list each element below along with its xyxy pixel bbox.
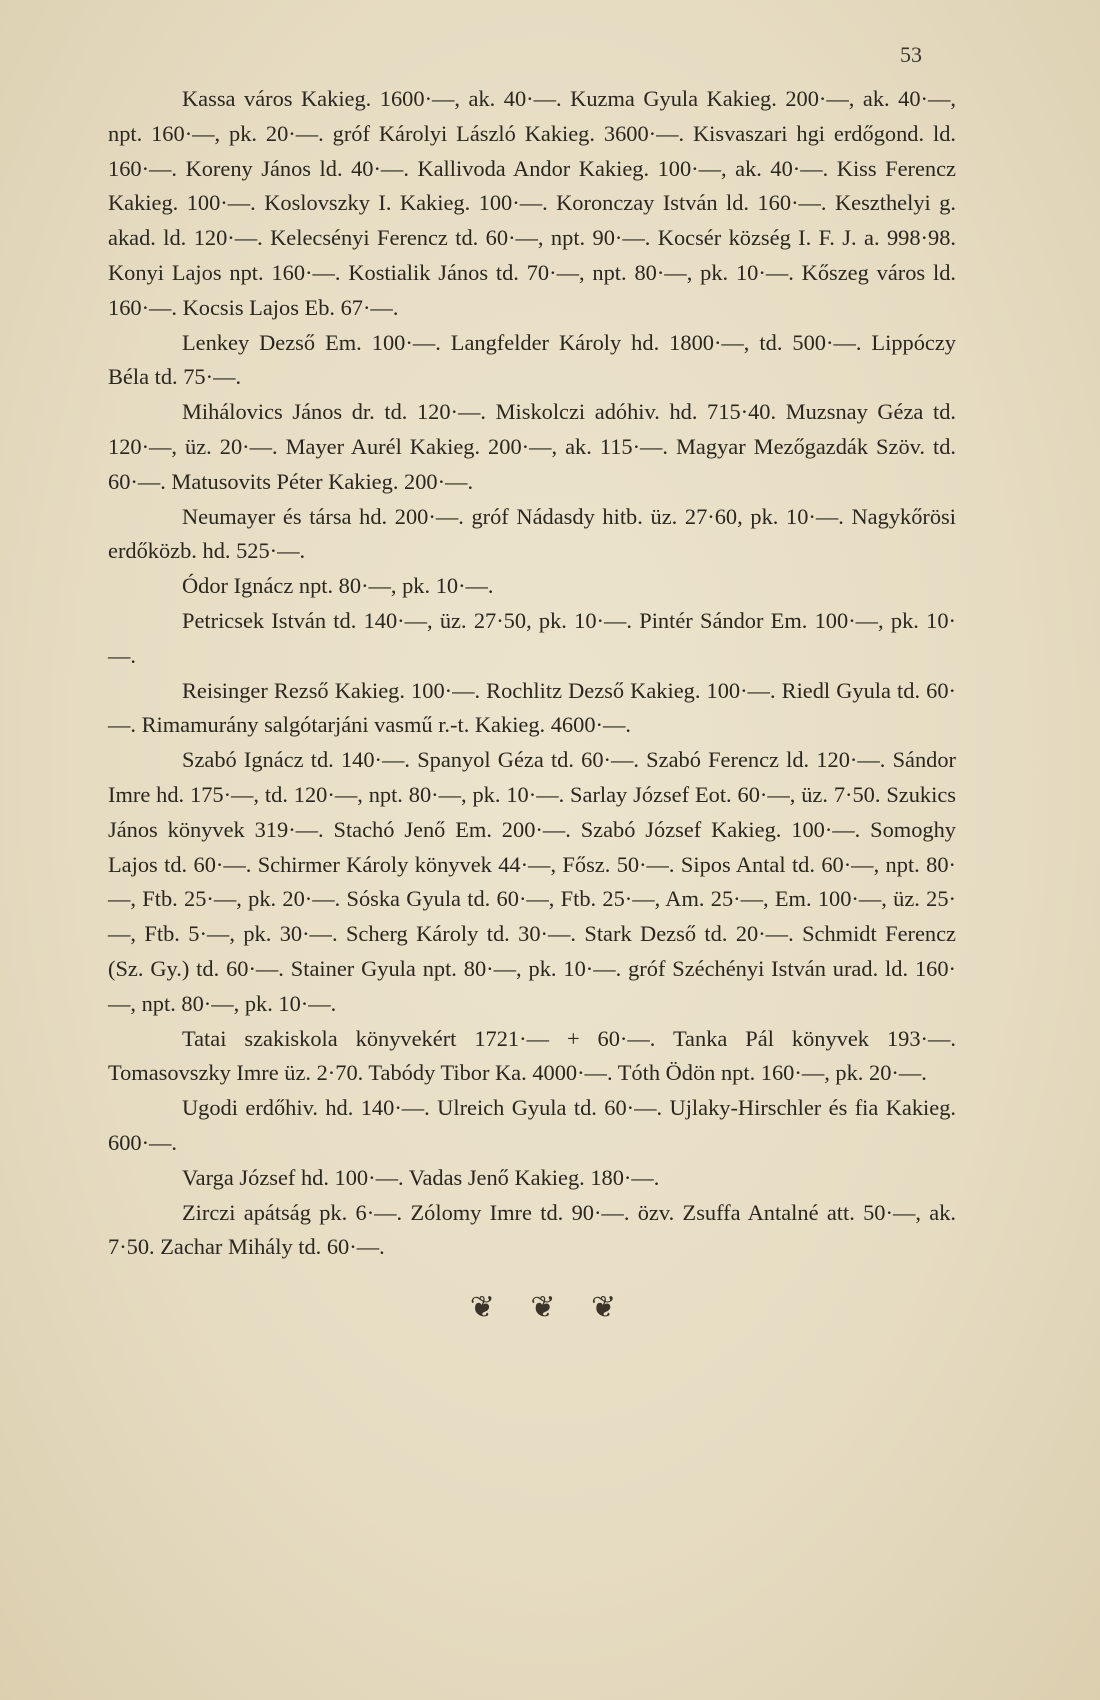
paragraph-o: Ódor Ignácz npt. 80·—, pk. 10·—.: [182, 573, 494, 599]
paragraph-n: Neumayer és társa hd. 200·—. gróf Nádasdy hitb. üz. 27·60, pk. 10·—. Nagykőrösi erdőközb. hd. 525·—.: [108, 503, 956, 564]
paragraph-v: Varga József hd. 100·—. Vadas Jenő Kakieg. 180·—.: [182, 1164, 660, 1190]
paragraph-m: Mihálovics János dr. td. 120·—. Miskolczi adóhiv. hd. 715·40. Muzsnay Géza td. 120·—, üz. 20·—. Mayer Aurél Kakieg. 200·—, ak. 115·—. Magyar Mezőgazdák Szöv. td. 60·—. Matusovits Péter Kakieg. 200·—.: [108, 399, 956, 494]
paragraph-l: Lenkey Dezső Em. 100·—. Langfelder Károly hd. 1800·—, td. 500·—. Lippóczy Béla td. 75·—.: [108, 329, 956, 390]
page-number: 53: [900, 42, 922, 67]
paragraph-s: Szabó Ignácz td. 140·—. Spanyol Géza td. 60·—. Szabó Ferencz ld. 120·—. Sándor Imre hd. 175·—, td. 120·—, npt. 80·—, pk. 10·—. Sarlay József Eot. 60·—, üz. 7·50. Szukics János könyvek 319·—. Stachó Jenő Em. 200·—. Szabó József Kakieg. 100·—. Somoghy Lajos td. 60·—. Schirmer Károly könyvek 44·—, Fősz. 50·—. Sipos Antal td. 60·—, npt. 80·—, Ftb. 25·—, pk. 20·—. Sóska Gyula td. 60·—, Ftb. 25·—, Am. 25·—, Em. 100·—, üz. 25·—, Ftb. 5·—, pk. 30·—. Scherg Károly td. 30·—. Stark Dezső td. 20·—. Schmidt Ferencz (Sz. Gy.) td. 60·—. Stainer Gyula npt. 80·—, pk. 10·—. gróf Széchényi István urad. ld. 160·—, npt. 80·—, pk. 10·—.: [108, 747, 956, 1016]
paragraph-t: Tatai szakiskola könyvekért 1721·— + 60·—. Tanka Pál könyvek 193·—. Tomasovszky Imre üz. 2·70. Tabódy Tibor Ka. 4000·—. Tóth Ödön npt. 160·—, pk. 20·—.: [108, 1025, 956, 1086]
paragraph-p: Petricsek István td. 140·—, üz. 27·50, pk. 10·—. Pintér Sándor Em. 100·—, pk. 10·—.: [108, 607, 956, 668]
paragraph-k: Kassa város Kakieg. 1600·—, ak. 40·—. Kuzma Gyula Kakieg. 200·—, ak. 40·—, npt. 160·—, pk. 20·—. gróf Károlyi László Kakieg. 3600·—. Kisvaszari hgi erdőgond. ld. 160·—. Koreny János ld. 40·—. Kallivoda Andor Kakieg. 100·—, ak. 40·—. Kiss Ferencz Kakieg. 100·—. Koslovszky I. Kakieg. 100·—. Koronczay István ld. 160·—. Keszthelyi g. akad. ld. 120·—. Kelecsényi Ferencz td. 60·—, npt. 90·—. Kocsér község I. F. J. a. 998·98. Konyi Lajos npt. 160·—. Kostialik János td. 70·—, npt. 80·—, pk. 10·—. Kőszeg város ld. 160·—. Kocsis Lajos Eb. 67·—.: [108, 86, 956, 320]
paragraph-z: Zirczi apátság pk. 6·—. Zólomy Imre td. 90·—. özv. Zsuffa Antalné att. 50·—, ak. 7·50. Zachar Mihály td. 60·—.: [108, 1199, 956, 1260]
paragraph-r: Reisinger Rezső Kakieg. 100·—. Rochlitz Dezső Kakieg. 100·—. Riedl Gyula td. 60·—. Rimamurány salgótarjáni vasmű r.-t. Kakieg. 4600·—.: [108, 677, 956, 738]
paragraph-u: Ugodi erdőhiv. hd. 140·—. Ulreich Gyula td. 60·—. Ujlaky-Hirschler és fia Kakieg. 600·—.: [108, 1095, 956, 1155]
closing-ornament: ❦ ❦ ❦: [469, 1291, 631, 1324]
donor-list: [108, 82, 956, 1265]
